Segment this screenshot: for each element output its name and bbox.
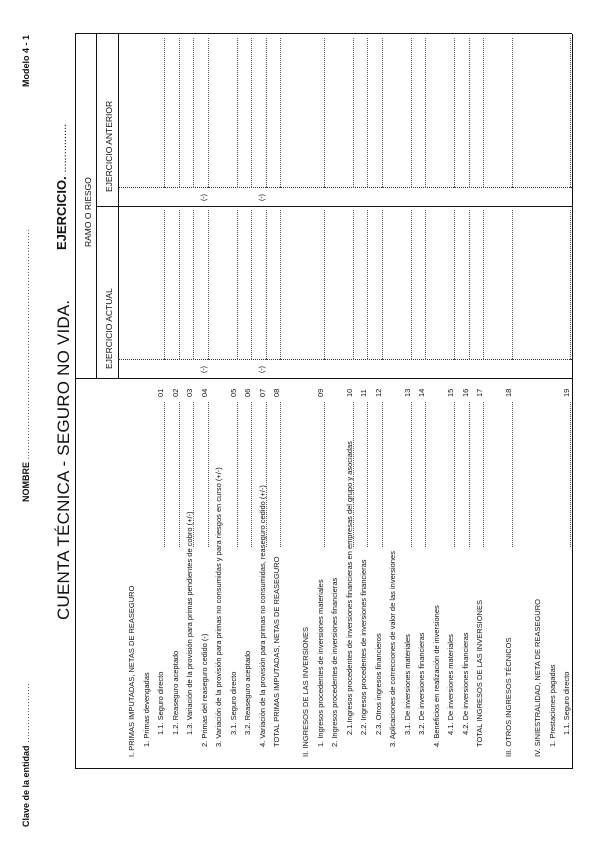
row-code: 12 (373, 388, 383, 397)
row-label: 4. Beneficios en realización de inversiones (431, 605, 441, 747)
page-title: CUENTA TÉCNICA - SEGURO NO VIDA. (54, 299, 73, 620)
table-right-border (75, 33, 572, 34)
row-code: 17 (475, 388, 484, 397)
previous-value-input[interactable] (454, 38, 455, 188)
row-label: 1.2. Reaseguro aceptado (170, 650, 180, 735)
previous-negative-sign: (-) (258, 194, 266, 201)
current-value-input[interactable] (454, 210, 455, 360)
previous-value-input[interactable] (512, 38, 513, 188)
previous-value-input[interactable] (266, 38, 267, 188)
table-top-border (75, 34, 76, 769)
row-leader (512, 402, 513, 547)
row-label: 1.1. Seguro directo (562, 671, 571, 735)
current-value-input[interactable] (469, 210, 470, 360)
previous-value-input[interactable] (469, 38, 470, 188)
current-value-input[interactable] (367, 210, 368, 360)
current-negative-sign: (-) (200, 366, 208, 373)
row-leader (324, 402, 325, 547)
current-value-input[interactable] (251, 210, 252, 360)
row-code: 03 (185, 388, 194, 397)
row-label: II. INGRESOS DE LAS INVERSIONES (301, 626, 310, 757)
row-leader (454, 402, 455, 547)
current-value-input[interactable] (353, 210, 354, 360)
current-negative-sign: (-) (258, 366, 266, 373)
row-label: 3.1. De inversiones materiales (402, 634, 412, 735)
row-label: 1. Prestaciones pagadas (547, 664, 557, 747)
current-value-input[interactable] (280, 210, 281, 360)
previous-value-input[interactable] (208, 38, 209, 188)
row-code: 06 (243, 388, 252, 397)
row-label: TOTAL INGRESOS DE LAS INVERSIONES (475, 600, 484, 747)
current-value-input[interactable] (324, 210, 325, 360)
row-label: 1. Ingresos procedentes de inversiones materiales (315, 579, 325, 747)
column-group-header: RAMO O RIESGO (83, 177, 93, 247)
row-code: 05 (228, 388, 238, 397)
current-value-input[interactable] (382, 210, 383, 360)
row-label: TOTAL PRIMAS IMPUTADAS, NETAS DE REASEGURO (272, 556, 281, 747)
row-label: III. OTROS INGRESOS TÉCNICOS (504, 637, 513, 757)
row-label: 2.2. Ingresos procedentes de inversiones financieras (359, 559, 368, 735)
previous-value-input[interactable] (237, 38, 238, 188)
previous-value-input[interactable] (193, 38, 194, 188)
previous-value-input[interactable] (367, 38, 368, 188)
row-label: 3.2. De inversiones financieras (417, 632, 426, 735)
current-value-input[interactable] (425, 210, 426, 360)
name-field[interactable] (22, 228, 31, 502)
current-value-input[interactable] (179, 210, 180, 360)
current-value-input[interactable] (237, 210, 238, 360)
previous-value-input[interactable] (324, 38, 325, 188)
previous-value-input[interactable] (570, 38, 571, 188)
previous-value-input[interactable] (280, 38, 281, 188)
row-leader (164, 402, 165, 547)
row-code: 14 (417, 388, 426, 397)
column-header-previous: EJERCICIO ANTERIOR (104, 100, 114, 192)
row-leader (425, 402, 426, 547)
row-code: 02 (170, 388, 180, 397)
previous-negative-sign: (-) (200, 194, 208, 201)
row-leader (266, 402, 267, 547)
current-column-border (96, 206, 572, 207)
table-bottom-border (572, 34, 573, 769)
exercise-label: EJERCICIO (54, 179, 69, 250)
current-value-input[interactable] (411, 210, 412, 360)
row-label: 4.2. De inversiones financieras (460, 632, 470, 735)
name-label: NOMBRE (21, 462, 31, 502)
row-leader (570, 402, 571, 547)
previous-value-input[interactable] (483, 38, 484, 188)
row-leader (483, 402, 484, 547)
previous-value-input[interactable] (425, 38, 426, 188)
row-label: 3. Aplicaciones de correcciones de valor de las inversiones (388, 551, 397, 747)
row-label: 3.2. Reaseguro aceptado (243, 650, 252, 735)
row-code: 13 (402, 388, 412, 397)
current-value-input[interactable] (512, 210, 513, 360)
row-code: 08 (272, 388, 281, 397)
row-label: 4.1. De inversiones materiales (446, 634, 455, 735)
row-code: 01 (156, 388, 165, 397)
row-label: 3. Variación de la provisión para primas no consumidas y para riesgos en curso (+/-) (214, 467, 223, 747)
row-code: 07 (257, 388, 267, 397)
row-leader (237, 402, 238, 547)
row-label: 1. Primas devengadas (141, 672, 151, 747)
row-code: 09 (315, 388, 325, 397)
row-leader (179, 402, 180, 547)
row-code: 16 (460, 388, 470, 397)
row-label: 1.1. Seguro directo (156, 671, 165, 735)
row-code: 04 (199, 388, 209, 397)
exercise-field[interactable]: EJERCICIO. ................ (54, 123, 69, 250)
entity-code-label: Clave de la entidad (21, 745, 31, 827)
row-label: 1.3. Variación de la provisión para primas pendientes de cobro (+/-) (185, 511, 194, 735)
previous-value-input[interactable] (179, 38, 180, 188)
current-column-inner-guide (118, 359, 572, 360)
row-leader (411, 402, 412, 547)
previous-value-input[interactable] (251, 38, 252, 188)
exercise-blank: ................ (57, 123, 69, 173)
current-value-input[interactable] (266, 210, 267, 360)
row-leader (251, 402, 252, 547)
row-label: 2.3. Otros ingresos financieros (373, 633, 383, 735)
row-code: 11 (359, 389, 368, 397)
row-label: 3.1. Seguro directo (228, 671, 238, 735)
row-leader (367, 402, 368, 547)
current-value-input[interactable] (164, 210, 165, 360)
previous-value-input[interactable] (164, 38, 165, 188)
entity-code-field[interactable] (22, 683, 31, 827)
row-leader (382, 402, 383, 547)
column-header-current: EJERCICIO ACTUAL (104, 288, 114, 369)
row-leader (193, 402, 194, 547)
entity-code-blank: .................... (21, 682, 31, 743)
row-code: 19 (562, 388, 571, 397)
row-label: IV. SINIESTRALIDAD, NETA DE REASEGURO (533, 599, 542, 757)
previous-value-input[interactable] (353, 38, 354, 188)
row-label: 2.1.Ingresos procedentes de inversiones financieras en empresas del grupo y asociadas (344, 441, 354, 735)
row-leader (208, 402, 209, 547)
table-left-border (75, 768, 572, 769)
row-code: 15 (446, 388, 455, 397)
row-label: 2. Primas del reaseguro cedido (-) (199, 633, 209, 747)
row-label: 4. Variación de la provisión para primas no consumidas, reaseguro cedido (+/-) (257, 485, 267, 747)
previous-value-input[interactable] (411, 38, 412, 188)
name-blank: ............................................................................. (21, 228, 31, 460)
model-number: Modelo 4 - 1 (21, 34, 31, 87)
row-label: 2. Ingresos procedentes de inversiones financieras (330, 577, 339, 747)
previous-column-inner-guide (118, 187, 572, 188)
current-value-input[interactable] (570, 210, 571, 360)
current-value-input[interactable] (193, 210, 194, 360)
row-leader (280, 402, 281, 547)
row-leader (469, 402, 470, 547)
row-code: 10 (344, 388, 354, 397)
previous-value-input[interactable] (382, 38, 383, 188)
current-value-input[interactable] (208, 210, 209, 360)
row-label: I. PRIMAS IMPUTADAS, NETAS DE REASEGURO (127, 585, 136, 757)
current-value-input[interactable] (483, 210, 484, 360)
row-leader (353, 402, 354, 547)
row-code: 18 (504, 388, 513, 397)
label-column-border (75, 378, 572, 379)
